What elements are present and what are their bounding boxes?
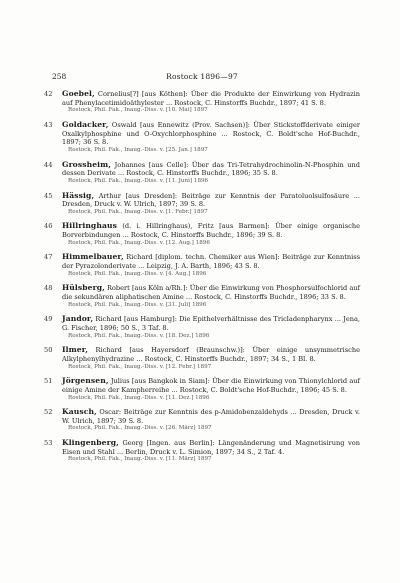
bibliography-entry xyxy=(44,121,360,154)
entry-body xyxy=(62,408,360,425)
entry-body xyxy=(62,121,360,147)
entry-number: 45 xyxy=(44,191,53,200)
author-name: Jandor, xyxy=(62,314,94,324)
entry-note: Rostock, Phil. Fak., Inaug.-Diss. v. [11. März] 1897 xyxy=(68,456,212,463)
entry-note: Rostock, Phil. Fak., Inaug.-Diss. v. [31. Juli] 1896 xyxy=(68,301,207,308)
entry-note: Rostock, Phil. Fak., Inaug.-Diss. v. [11. Juni] 1896 xyxy=(68,177,209,184)
entry-number: 44 xyxy=(44,160,53,169)
entry-note: Rostock, Phil. Fak., Inaug.-Diss. v. [4. Aug.] 1896 xyxy=(68,270,207,277)
entry-body xyxy=(62,439,360,456)
author-name: Grossheim, xyxy=(62,159,112,169)
entry-text: Robert [aus Köln a/Rh.]: Über die Einwirkung von Phosphorsulfochlorid auf die sekundären aliphatischen Amine ... Rostock, C. Hinstorffs Buchdr., 1896; 33 S. 8. xyxy=(62,284,360,301)
author-name: Goldacker, xyxy=(62,119,109,129)
author-name: Ilmer, xyxy=(62,345,88,355)
bibliography-entry xyxy=(44,439,360,464)
entry-text: (d. i. Hillringhaus), Fritz [aus Barmen]: Über einige organische Borverbindungen ... Rostock, C. Hinstorffs Buchdr., 1896; 39 S. 8. xyxy=(62,222,360,240)
author-name: Hillringhaus xyxy=(62,221,117,231)
entry-body xyxy=(62,315,360,332)
entry-note: Rostock, Phil. Fak., Inaug.-Diss. v. [11. Dez.] 1896 xyxy=(68,394,210,401)
entry-body xyxy=(62,284,360,301)
entry-text: Johannes [aus Celle]: Über das Tri-Tetrahydrochinolin-N-Phosphin und dessen Derivate ... Rostock, C. Hinstorffs Buchdr., 1896; 35 S. 8. xyxy=(62,160,360,178)
entry-text: Oscar: Beiträge zur Kenntnis des p-Amidobenzaldehyds ... Dresden, Druck v. W. Ulrich, 1897; 39 S. 8. xyxy=(62,408,360,425)
entry-number: 46 xyxy=(44,222,53,231)
author-name: Kausch, xyxy=(62,407,97,417)
entry-text: Richard [diplom. techn. Chemiker aus Wien]: Beiträge zur Kenntniss der Pyrazolonderivate ... Leipzig, J. A. Barth, 1896; 43 S. 8. xyxy=(62,253,360,271)
entry-body xyxy=(62,253,360,270)
entry-body xyxy=(62,90,360,107)
entry-text: Cornelius[?] [aus Köthen]: Über die Produkte der Einwirkung von Hydrazin auf Phenylacetimidoäthylester ... Rostock, C. Hinstorffs Buchdr., 1897; 41 S. 8. xyxy=(62,90,360,107)
bibliography-entry xyxy=(44,377,360,402)
author-name: Hässig, xyxy=(62,190,95,200)
entry-number: 48 xyxy=(44,284,53,293)
bibliography-entry xyxy=(44,253,360,278)
entry-number: 50 xyxy=(44,346,53,355)
entry-list xyxy=(44,90,360,470)
entry-text: Richard [aus Hayersdorf (Braunschw.)]: Über einige unsymmetrische Alkylphenylhydrazine ... Rostock, C. Hinstorffs Buchdr., 1897; 34 S., 1 Bl. 8. xyxy=(62,346,360,363)
bibliography-entry xyxy=(44,315,360,340)
entry-note: Rostock, Phil. Fak., Inaug.-Diss. v. [12. Febr.] 1897 xyxy=(68,363,212,370)
running-title: Rostock 1896—97 xyxy=(166,72,238,81)
bibliography-entry xyxy=(44,346,360,371)
author-name: Klingenberg, xyxy=(62,438,119,448)
author-name: Goebel, xyxy=(62,89,95,98)
entry-number: 42 xyxy=(44,90,53,98)
entry-number: 47 xyxy=(44,253,53,262)
entry-note: Rostock, Phil. Fak., Inaug.-Diss. v. [26. März] 1897 xyxy=(68,425,212,432)
entry-number: 53 xyxy=(44,439,53,448)
author-name: Himmelbauer, xyxy=(62,252,124,262)
page-number: 258 xyxy=(52,72,67,81)
bibliography-entry xyxy=(44,408,360,433)
entry-body xyxy=(62,192,360,209)
page-header xyxy=(52,72,352,84)
bibliography-entry xyxy=(44,161,360,186)
entry-note: Rostock, Phil. Fak., Inaug.-Diss. v. [18. Dez.] 1896 xyxy=(68,332,210,339)
bibliography-entry xyxy=(44,222,360,247)
entry-number: 43 xyxy=(44,120,53,129)
entry-number: 49 xyxy=(44,315,53,324)
entry-body xyxy=(62,377,360,394)
entry-text: Arthur [aus Dresden]: Beiträge zur Kenntnis der Paratoluolsulfosäure ... Dresden, Druck v. W. Ulrich, 1897; 39 S. 8. xyxy=(62,191,360,209)
bibliography-entry xyxy=(44,90,360,115)
entry-note: Rostock, Phil. Fak., Inaug.-Diss. v. [10. Mai] 1897 xyxy=(68,107,208,114)
entry-text: Georg [Ingen. aus Berlin]: Längenänderung und Magnetisirung von Eisen und Stahl ... Berlin, Druck v. L. Simion, 1897; 34 S., 2 Taf. 4. xyxy=(62,439,360,456)
entry-number: 51 xyxy=(44,377,53,386)
bibliography-entry xyxy=(44,284,360,309)
entry-note: Rostock, Phil. Fak., Inaug.-Diss. v. [25. Jan.] 1897 xyxy=(68,146,208,153)
entry-body xyxy=(62,161,360,178)
entry-text: Oswald [aus Ennewitz (Prov. Sachsen)]: Über Stickstoffderivate einiger Oxalkylphosphine und O-Oxychlorphosphine ... Rostock, C. Boldt'sche Hof-Buchdr., 1897; 36 S. 8. xyxy=(62,120,360,147)
author-name: Jörgensen, xyxy=(62,376,109,386)
entry-number: 52 xyxy=(44,408,53,417)
entry-note: Rostock, Phil. Fak., Inaug.-Diss. v. [12. Aug.] 1896 xyxy=(68,239,210,246)
entry-text: Julius [aus Bangkok in Siam]: Über die Einwirkung von Thionylchlorid auf einige Amine der Kampherreihe ... Rostock, C. Boldt'sche Hof-Buchdr., 1896; 45 S. 8. xyxy=(62,377,360,394)
entry-note: Rostock, Phil. Fak., Inaug.-Diss. v. [1. Febr.] 1897 xyxy=(68,208,208,215)
entry-body xyxy=(62,346,360,363)
entry-body xyxy=(62,222,360,239)
author-name: Hülsberg, xyxy=(62,283,105,293)
bibliography-entry xyxy=(44,192,360,217)
entry-text: Richard [aus Hamburg]: Die Epithelverhältnisse des Tricladenpharynx ... Jena, G. Fischer, 1896; 50 S., 3 Taf. 8. xyxy=(62,315,360,332)
